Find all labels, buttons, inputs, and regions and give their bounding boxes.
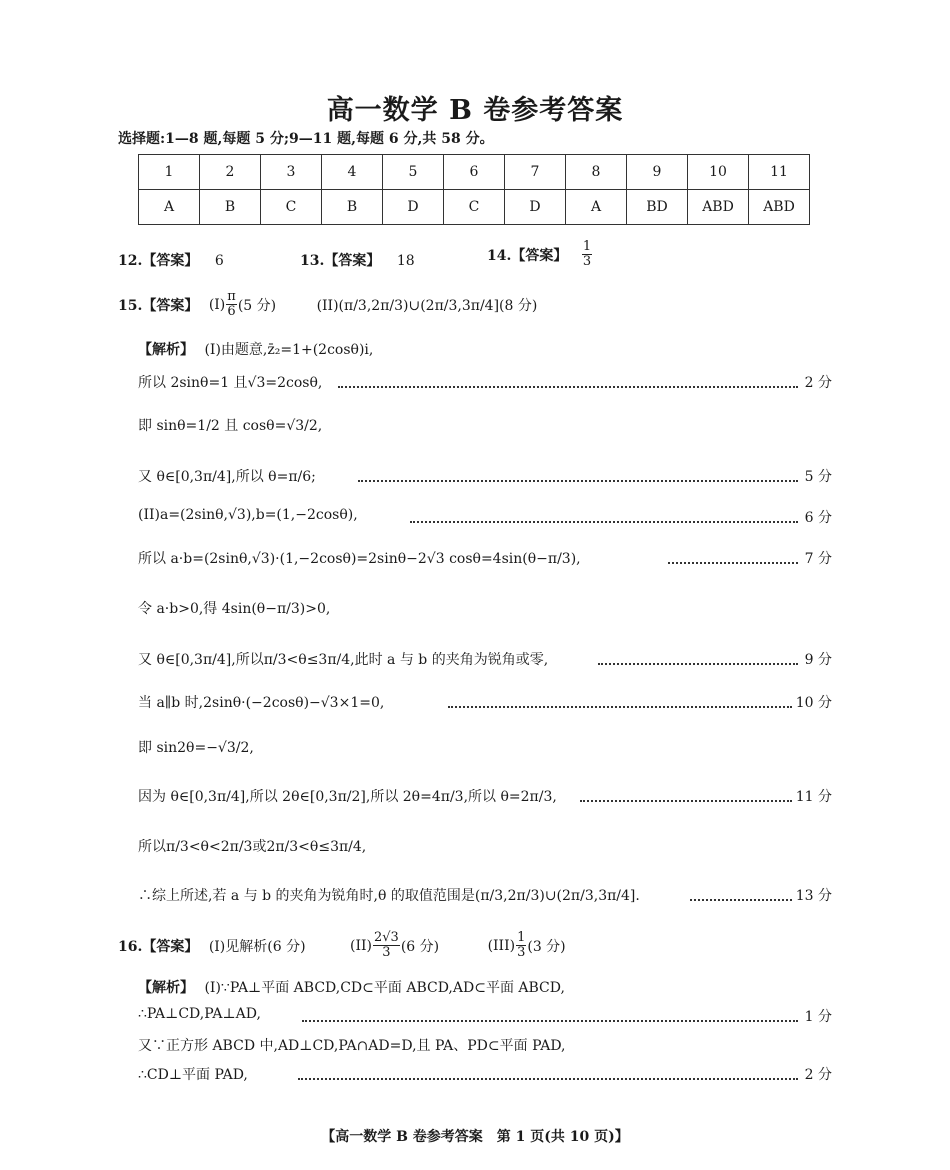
table-cell: 8 xyxy=(566,155,627,190)
table-cell: B xyxy=(322,190,383,225)
q16-label: 16.【答案】 xyxy=(118,938,199,955)
solution-line: 所以π/3<θ<2π/3或2π/3<θ≤3π/4, xyxy=(138,839,367,855)
table-cell: C xyxy=(261,190,322,225)
leader-dots xyxy=(410,521,798,523)
table-cell: C xyxy=(444,190,505,225)
table-cell: ABD xyxy=(749,190,810,225)
solution-line: ∴综上所述,若 a 与 b 的夹角为锐角时,θ 的取值范围是(π/3,2π/3)∪(2π/3,3π/4]. xyxy=(138,888,640,904)
solution-line: 即 sinθ=1/2 且 cosθ=√3/2, xyxy=(138,418,323,434)
score-label: 5 分 xyxy=(804,469,832,485)
table-cell: A xyxy=(566,190,627,225)
answer-table xyxy=(138,154,810,225)
leader-dots xyxy=(358,480,798,482)
jiexi-label: 【解析】 xyxy=(138,342,194,358)
choice-intro: 选择题:1—8 题,每题 5 分;9—11 题,每题 6 分,共 58 分。 xyxy=(118,131,494,147)
score-label: 10 分 xyxy=(795,695,832,711)
score-label: 13 分 xyxy=(795,888,832,904)
q16-ans3-prefix: (III) xyxy=(487,937,516,954)
page-footer: 【高一数学 B 卷参考答案 第 1 页(共 10 页)】 xyxy=(321,1129,629,1145)
solution-line: (I)∵PA⊥平面 ABCD,CD⊂平面 ABCD,AD⊂平面 ABCD, xyxy=(204,980,565,996)
leader-dots xyxy=(598,663,798,665)
solution-line: 当 a∥b 时,2sinθ·(−2cosθ)−√3×1=0, xyxy=(138,695,385,711)
jiexi-label: 【解析】 xyxy=(138,980,194,996)
table-cell: 1 xyxy=(139,155,200,190)
q16-ans1: (I)见解析(6 分) xyxy=(208,938,306,955)
q15-ans1-prefix: (I) xyxy=(208,296,226,313)
table-cell: 9 xyxy=(627,155,688,190)
q15-label: 15.【答案】 xyxy=(118,297,199,314)
score-label: 7 分 xyxy=(804,551,832,567)
solution-line: ∴PA⊥CD,PA⊥AD, xyxy=(138,1006,261,1022)
leader-dots xyxy=(298,1078,798,1080)
table-cell: 10 xyxy=(688,155,749,190)
table-cell: BD xyxy=(627,190,688,225)
table-cell: 3 xyxy=(261,155,322,190)
solution-line: (I)由题意,z̄₂=1+(2cosθ)i, xyxy=(204,342,374,358)
leader-dots xyxy=(668,562,798,564)
table-cell: ABD xyxy=(688,190,749,225)
score-label: 2 分 xyxy=(804,1067,832,1083)
q15-ans1-fraction: $\frac{\pi}{6}$ xyxy=(227,289,236,320)
q16-ans2-prefix: (II) xyxy=(350,937,372,954)
leader-dots xyxy=(302,1020,798,1022)
q16-ans2-fraction: $\frac{2√3}{3}$ xyxy=(374,930,399,961)
table-cell: D xyxy=(505,190,566,225)
q14-fraction: $\frac{1}{3}$ xyxy=(582,239,592,270)
q15-jiexi xyxy=(138,339,373,359)
q14 xyxy=(487,240,593,270)
table-cell: 2 xyxy=(200,155,261,190)
table-cell: 6 xyxy=(444,155,505,190)
solution-line: 又∵正方形 ABCD 中,AD⊥CD,PA∩AD=D,且 PA、PD⊂平面 PAD, xyxy=(138,1038,566,1054)
leader-dots xyxy=(690,899,792,901)
score-label: 9 分 xyxy=(804,652,832,668)
q16-answer-line xyxy=(118,931,566,961)
q13 xyxy=(300,250,415,270)
table-cell: 11 xyxy=(749,155,810,190)
solution-line: 又 θ∈[0,3π/4],所以 θ=π/6; xyxy=(138,469,316,485)
q12 xyxy=(118,250,224,270)
table-cell: 5 xyxy=(383,155,444,190)
leader-dots xyxy=(338,386,798,388)
q12-label: 12.【答案】 xyxy=(118,253,199,269)
q15-ans2: (II)(π/3,2π/3)∪(2π/3,3π/4](8 分) xyxy=(316,297,538,314)
score-label: 2 分 xyxy=(804,375,832,391)
score-label: 1 分 xyxy=(804,1009,832,1025)
q12-answer: 6 xyxy=(214,253,224,269)
q13-answer: 18 xyxy=(396,253,415,269)
table-cell: A xyxy=(139,190,200,225)
solution-line: 所以 a·b=(2sinθ,√3)·(1,−2cosθ)=2sinθ−2√3 cosθ=4sin(θ−π/3), xyxy=(138,551,581,567)
table-cell: 7 xyxy=(505,155,566,190)
solution-line: 即 sin2θ=−√3/2, xyxy=(138,740,254,756)
score-label: 11 分 xyxy=(795,789,832,805)
solution-line: 又 θ∈[0,3π/4],所以π/3<θ≤3π/4,此时 a 与 b 的夹角为锐角或零, xyxy=(138,652,549,668)
leader-dots xyxy=(448,706,792,708)
solution-line: 令 a·b>0,得 4sin(θ−π/3)>0, xyxy=(138,601,331,617)
solution-line: (II)a=(2sinθ,√3),b=(1,−2cosθ), xyxy=(138,507,358,523)
q16-ans2-score: (6 分) xyxy=(400,938,440,955)
page-title: 高一数学 B 卷参考答案 xyxy=(326,95,624,126)
table-cell: D xyxy=(383,190,444,225)
table-row-answers xyxy=(139,190,810,225)
q16-ans3-score: (3 分) xyxy=(527,938,566,955)
q15-answer-line xyxy=(118,290,537,320)
table-cell: B xyxy=(200,190,261,225)
q13-label: 13.【答案】 xyxy=(300,253,381,269)
q14-label: 14.【答案】 xyxy=(487,247,568,264)
q16-jiexi xyxy=(138,977,565,997)
solution-line: 因为 θ∈[0,3π/4],所以 2θ∈[0,3π/2],所以 2θ=4π/3,所以 θ=2π/3, xyxy=(138,789,557,805)
leader-dots xyxy=(580,800,792,802)
solution-line: 所以 2sinθ=1 且√3=2cosθ, xyxy=(138,375,323,391)
table-cell: 4 xyxy=(322,155,383,190)
q16-ans3-fraction: $\frac{1}{3}$ xyxy=(517,930,526,961)
table-row-numbers xyxy=(139,155,810,190)
solution-line: ∴CD⊥平面 PAD, xyxy=(138,1067,248,1083)
score-label: 6 分 xyxy=(804,510,832,526)
q15-ans1-score: (5 分) xyxy=(237,297,277,314)
